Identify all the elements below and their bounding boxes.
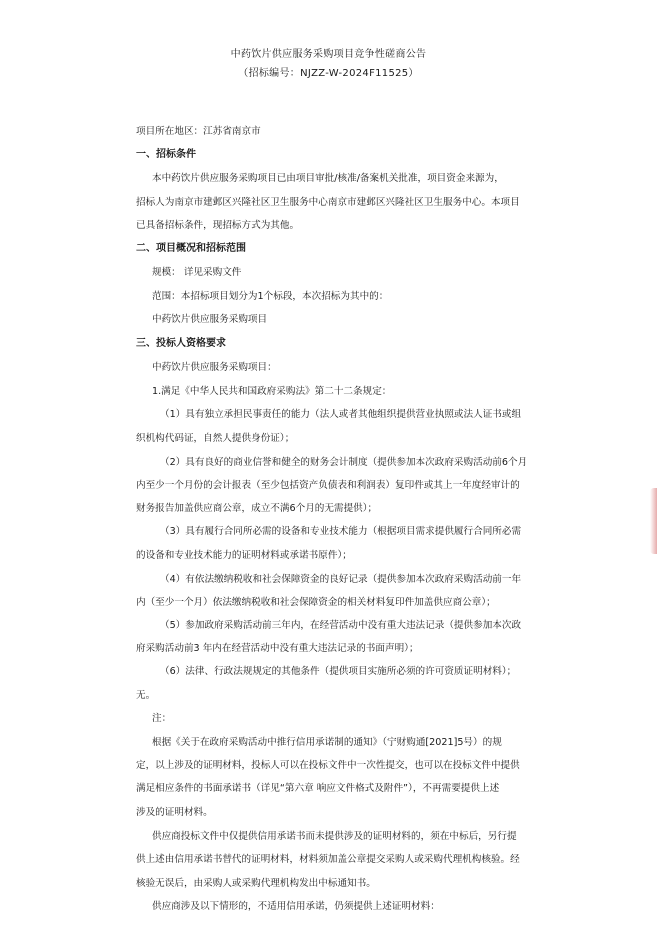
paragraph-line: 根据《关于在政府采购活动中推行信用承诺制的通知》（宁财购通[2021]5号）的规 — [152, 737, 502, 748]
paragraph-line: 中药饮片供应服务采购项目 — [152, 314, 268, 325]
paragraph-line: 无。 — [136, 690, 156, 701]
paragraph-line: （3）具有履行合同所必需的设备和专业技术能力（根据项目需求提供履行合同所必需 — [160, 526, 522, 537]
paragraph-line: （1）具有独立承担民事责任的能力（法人或者其他组织提供营业执照或法人证书或组 — [160, 409, 522, 420]
paragraph-line: 规模： 详见采购文件 — [152, 267, 242, 278]
section-heading-1: 一、招标条件 — [136, 149, 196, 160]
paragraph-line: 满足相应条件的书面承诺书（详见“第六章 响应文件格式及附件”），不再需要提供上述 — [136, 783, 500, 794]
paragraph-line: （2）具有良好的商业信誉和健全的财务会计制度（提供参加本次政府采购活动前6个月 — [160, 457, 528, 468]
paragraph-line: 定，以上涉及的证明材料，投标人可以在投标文件中一次性提交，也可以在投标文件中提供 — [136, 760, 520, 771]
section-heading-3: 三、投标人资格要求 — [136, 338, 226, 349]
note-label: 注： — [152, 713, 172, 724]
paragraph-line: 府采购活动前3 年内在经营活动中没有重大违法记录的书面声明）； — [136, 643, 419, 654]
paragraph-line: 本中药饮片供应服务采购项目已由项目审批/核准/备案机关批准，项目资金来源为， — [152, 173, 504, 184]
paragraph-line: 的设备和专业技术能力的证明材料或承诺书原件）； — [136, 550, 352, 561]
paragraph-line: （4）有依法缴纳税收和社会保障资金的良好记录（提供参加本次政府采购活动前一年 — [160, 574, 522, 585]
page-edge-mark — [650, 488, 657, 554]
document-title: 中药饮片供应服务采购项目竞争性磋商公告 — [230, 49, 427, 60]
paragraph-line: 内至少一个月份的会计报表（至少包括资产负债表和利润表）复印件或其上一年度经审计的 — [136, 480, 520, 491]
paragraph-line: 范围：本招标项目划分为1个标段，本次招标为其中的： — [152, 291, 389, 302]
project-location: 项目所在地区：江苏省南京市 — [136, 126, 261, 137]
paragraph-line: 供上述由信用承诺书替代的证明材料，材料须加盖公章提交采购人或采购代理机构核验。经 — [136, 854, 520, 865]
paragraph-line: 招标人为南京市建邺区兴隆社区卫生服务中心南京市建邺区兴隆社区卫生服务中心。本项目 — [136, 197, 520, 208]
paragraph-line: 财务报告加盖供应商公章，成立不满6个月的无需提供）； — [136, 503, 378, 514]
paragraph-line: 涉及的证明材料。 — [136, 807, 213, 818]
paragraph-line: （6）法律、行政法规规定的其他条件（提供项目实施所必须的许可资质证明材料）； — [160, 666, 517, 677]
paragraph-line: 已具备招标条件，现招标方式为其他。 — [136, 220, 300, 231]
paragraph-line: 1.满足《中华人民共和国政府采购法》第二十二条规定： — [152, 386, 392, 397]
paragraph-line: 供应商投标文件中仅提供信用承诺书而未提供涉及的证明材料的，须在中标后，另行提 — [152, 831, 517, 842]
paragraph-line: 织机构代码证，自然人提供身份证）； — [136, 433, 295, 444]
paragraph-line: （5）参加政府采购活动前三年内，在经营活动中没有重大违法记录（提供参加本次政 — [160, 620, 522, 631]
paragraph-line: 供应商涉及以下情形的，不适用信用承诺，仍须提供上述证明材料： — [152, 901, 440, 912]
paragraph-line: 中药饮片供应服务采购项目： — [152, 362, 277, 373]
paragraph-line: 核验无误后，由采购人或采购代理机构发出中标通知书。 — [136, 878, 376, 889]
section-heading-2: 二、项目概况和招标范围 — [136, 243, 246, 254]
paragraph-line: 内（至少一个月）依法缴纳税收和社会保障资金的相关材料复印件加盖供应商公章）； — [136, 597, 496, 608]
bid-number: （招标编号：NJZZ-W-2024F11525） — [238, 68, 419, 79]
